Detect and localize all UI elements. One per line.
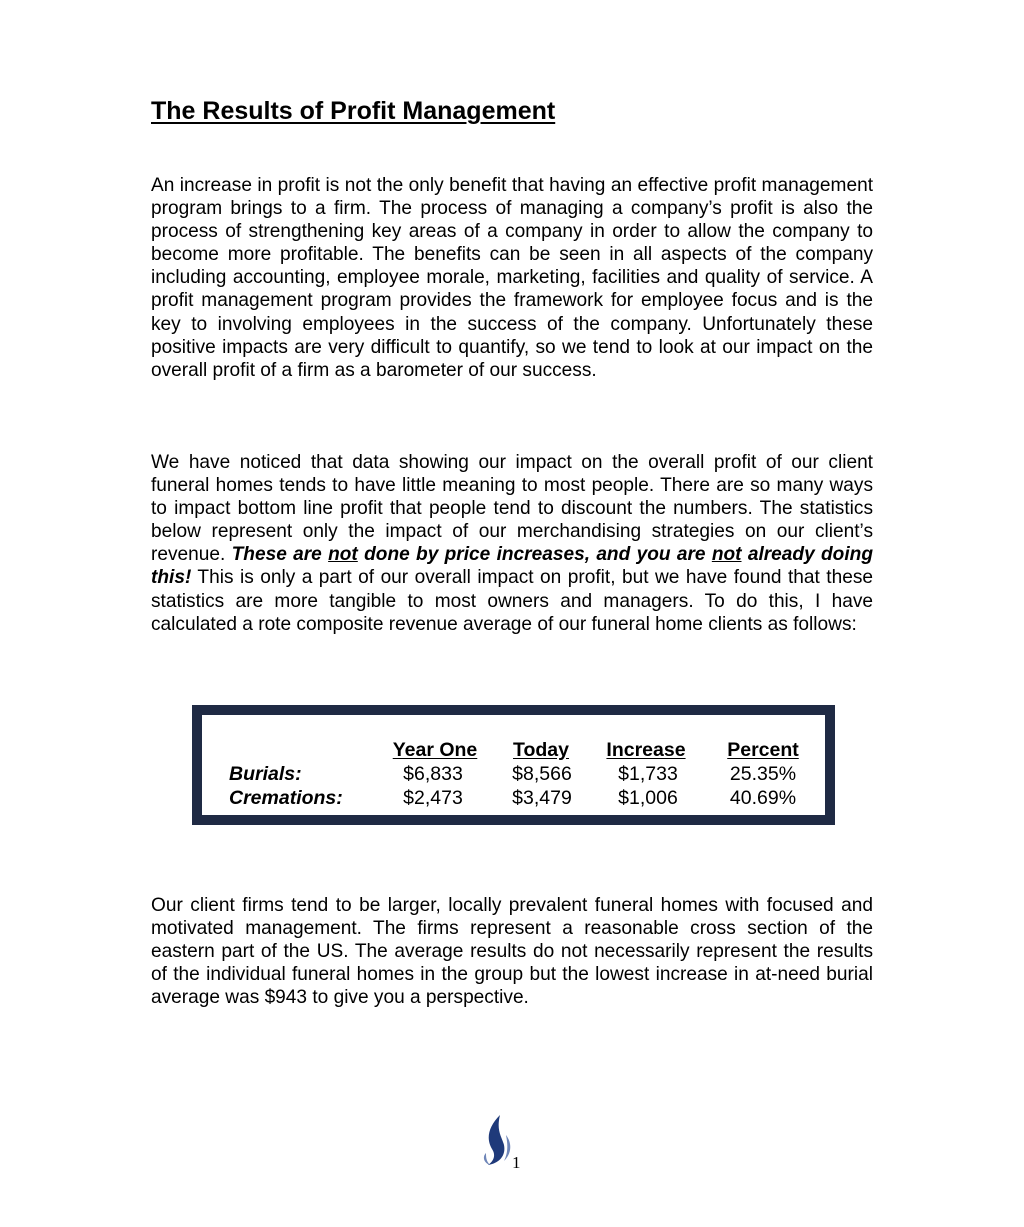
column-header-today: Today [513, 739, 569, 761]
page-title: The Results of Profit Management [151, 97, 556, 125]
emphasis-not-1: not [328, 544, 358, 566]
column-header-increase: Increase [606, 739, 686, 761]
statistics-intro-text: We have noticed that data showing our impact on the overall profit of our client funeral homes tends to have little meaning to most people. There are so many ways to impact bottom line profit that people tend to discount the numbers. The statistics below represent only the impact of our merchandising strategies on our client’s revenue. [151, 452, 873, 566]
burials-increase-value: $1,733 [618, 763, 678, 785]
row-label-burials: Burials: [229, 763, 302, 785]
emphasis-part-2: done by price increases, and you are [357, 544, 712, 566]
emphasis-part-1: These are [231, 544, 329, 566]
row-label-cremations: Cremations: [229, 787, 343, 809]
page-number: 1 [512, 1153, 521, 1172]
cremations-percent-value: 40.69% [729, 787, 797, 809]
burials-percent-value: 25.35% [729, 763, 797, 785]
column-header-year-one: Year One [392, 739, 478, 761]
burials-year-one-value: $6,833 [403, 763, 463, 785]
statistics-outro-text: This is only a part of our overall impact on profit, but we have found that these statistics are more tangible to most owners and managers. To do this, I have calculated a rote composite revenue average of our funeral home clients as follows: [151, 567, 873, 635]
burials-today-value: $8,566 [512, 763, 572, 785]
emphasis-part-3: already doing this! [151, 544, 873, 589]
emphasis-not-2: not [711, 544, 742, 566]
results-table [202, 715, 825, 815]
column-header-percent: Percent [727, 739, 799, 761]
cremations-year-one-value: $2,473 [403, 787, 463, 809]
cremations-today-value: $3,479 [512, 787, 572, 809]
intro-paragraph: An increase in profit is not the only benefit that having an effective profit management program brings to a firm. The process of managing a company’s profit is also the process of strengthening key areas of a company in order to allow the company to become more profitable. The benefits can be seen in all aspects of the company including accounting, employee morale, marketing, facilities and quality of service. A profit management program provides the framework for employee focus and is the key to involving employees in the success of the company. Unfortunately these positive impacts are very difficult to quantify, so we tend to look at our impact on the overall profit of a firm as a barometer of our success. [151, 175, 873, 381]
closing-paragraph: Our client firms tend to be larger, locally prevalent funeral homes with focused and motivated management. The firms represent a reasonable cross section of the eastern part of the US. The average results do not necessarily represent the results of the individual funeral homes in the group but the lowest increase in at-need burial average was $943 to give you a perspective. [151, 895, 873, 1009]
statistics-paragraph [151, 451, 873, 636]
cremations-increase-value: $1,006 [618, 787, 678, 809]
results-table-box [192, 705, 835, 825]
